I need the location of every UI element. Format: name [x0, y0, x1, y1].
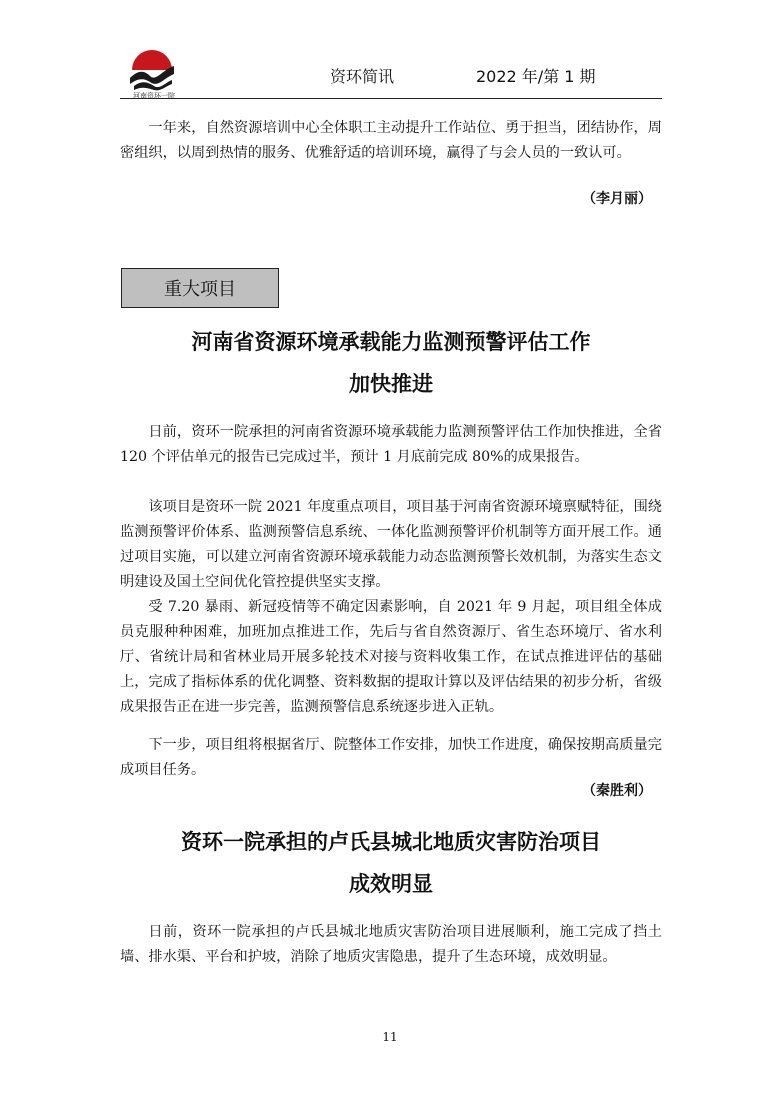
issue-label: 2022 年/第 1 期: [476, 67, 596, 86]
article2-title-line1: 资环一院承担的卢氏县城北地质灾害防治项目: [181, 830, 601, 854]
publication-title: 资环简讯: [330, 67, 395, 86]
article1-paragraph-2: 该项目是资环一院 2021 年度重点项目，项目基于河南省资源环境禀赋特征，围绕监测预警评价体系、监测预警信息系统、一体化监测预警评价机制等方面开展工作。通过项目实施，可以建立河南省资源环境承载能力动态监测预警长效机制，为落实生态文明建设及国土空间优化管控提供坚实支撑。: [120, 499, 662, 590]
article2-title-line2: 成效明显: [349, 872, 433, 896]
intro-paragraph: 一年来，自然资源培训中心全体职工主动提升工作站位、勇于担当，团结协作，周密组织，以周到热情的服务、优雅舒适的培训环境，赢得了与会人员的一致认可。: [120, 120, 662, 161]
header-divider: [120, 98, 662, 99]
article1-signature: （秦胜利）: [582, 783, 652, 799]
intro-signature: （李月丽）: [582, 191, 652, 207]
logo-text: 河南资环一院: [133, 92, 175, 100]
article2-paragraph-1: 日前，资环一院承担的卢氏县城北地质灾害防治项目进展顺利，施工完成了挡土墙、排水渠、平台和护坡，消除了地质灾害隐患，提升了生态环境，成效明显。: [120, 924, 662, 965]
article1-paragraph-4: 下一步，项目组将根据省厅、院整体工作安排，加快工作进度，确保按期高质量完成项目任务。: [120, 737, 662, 778]
article1-title-line2: 加快推进: [349, 372, 433, 396]
section-label: 重大项目: [121, 268, 279, 308]
logo-icon: [128, 48, 176, 92]
article1-paragraph-3: 受 7.20 暴雨、新冠疫情等不确定因素影响，自 2021 年 9 月起，项目组全体成员克服种种困难，加班加点推进工作，先后与省自然资源厅、省生态环境厅、省水利厅、省统计局和省林业局开展多轮技术对接与资料收集工作，在试点推进评估的基础上，完成了指标体系的优化调整、资料数据的提取计算以及评估结果的初步分析，省级成果报告正在进一步完善，监测预警信息系统逐步进入正轨。: [120, 599, 662, 715]
article1-paragraph-1: 日前，资环一院承担的河南省资源环境承载能力监测预警评估工作加快推进，全省 120 个评估单元的报告已完成过半，预计 1 月底前完成 80%的成果报告。: [120, 424, 662, 465]
article1-title-line1: 河南省资源环境承载能力监测预警评估工作: [191, 330, 591, 354]
page-number: 11: [382, 1030, 398, 1044]
